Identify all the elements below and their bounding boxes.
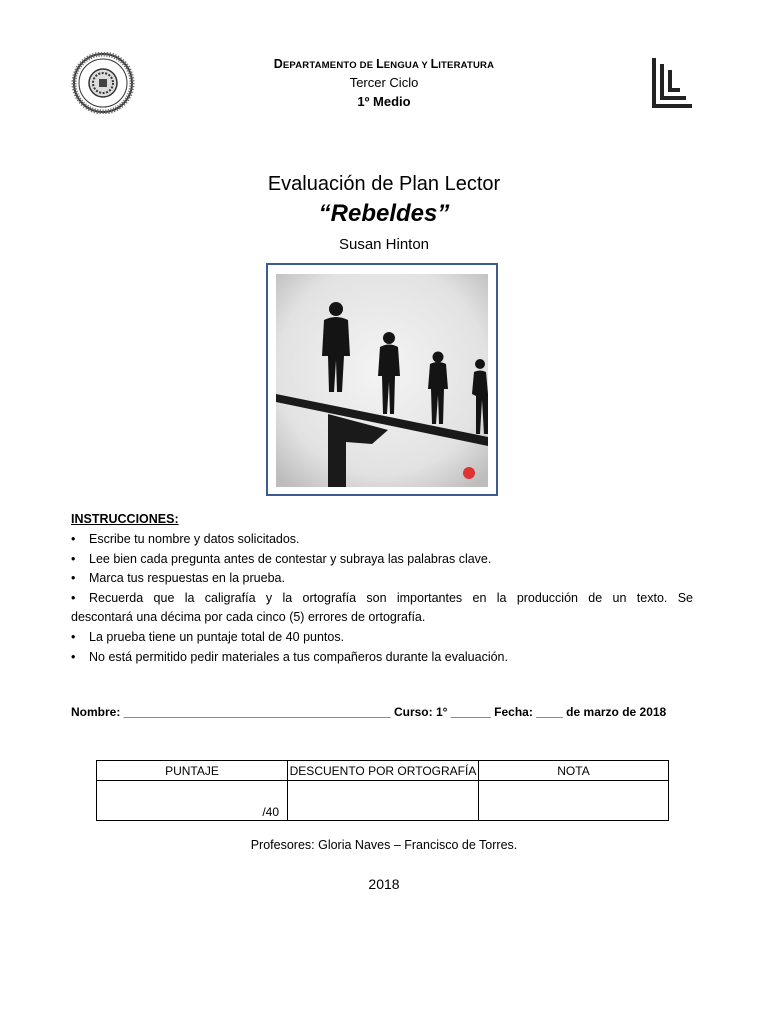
instruction-item: • La prueba tiene un puntaje total de 40 puntos. <box>71 630 345 644</box>
instruction-item-continued: descontará una décima por cada cinco (5) errores de ortografía. <box>71 610 426 624</box>
puntaje-header: PUNTAJE <box>97 761 288 781</box>
evaluation-title: Evaluación de Plan Lector <box>267 173 501 195</box>
department-name: DEPARTAMENTO DE LENGUA Y LITERATURA <box>273 57 495 71</box>
book-title: “Rebeldes” <box>318 200 450 227</box>
nota-header: NOTA <box>479 761 669 781</box>
instruction-item: • Recuerda que la caligrafía y la ortografía son importantes en la producción de un texto. Se <box>71 591 693 605</box>
instructions-heading: INSTRUCCIONES: <box>71 512 179 526</box>
student-info-line[interactable]: Nombre: ________________________________________ Curso: 1° ______ Fecha: ____ de marzo de 2018 <box>71 705 667 719</box>
puntaje-cell[interactable] <box>97 781 288 821</box>
department-logo <box>646 54 694 112</box>
publisher-logo-icon <box>463 467 475 479</box>
instruction-item: • No está permitido pedir materiales a tus compañeros durante la evaluación. <box>71 650 508 664</box>
cycle-label: Tercer Ciclo <box>349 75 419 90</box>
descuento-cell[interactable] <box>288 781 479 821</box>
book-cover-image <box>266 263 498 496</box>
book-author: Susan Hinton <box>338 236 430 253</box>
score-table <box>96 760 669 821</box>
instruction-item: • Marca tus respuestas en la prueba. <box>71 571 285 585</box>
descuento-header: DESCUENTO POR ORTOGRAFÍA <box>288 761 479 781</box>
teachers-line: Profesores: Gloria Naves – Francisco de Torres. <box>250 838 518 852</box>
nota-cell[interactable] <box>479 781 669 821</box>
document-year: 2018 <box>368 876 400 892</box>
instruction-item: • Escribe tu nombre y datos solicitados. <box>71 532 300 546</box>
puntaje-total: /40 <box>262 805 279 819</box>
instruction-item: • Lee bien cada pregunta antes de contestar y subraya las palabras clave. <box>71 552 492 566</box>
grade-label: 1º Medio <box>357 94 411 109</box>
